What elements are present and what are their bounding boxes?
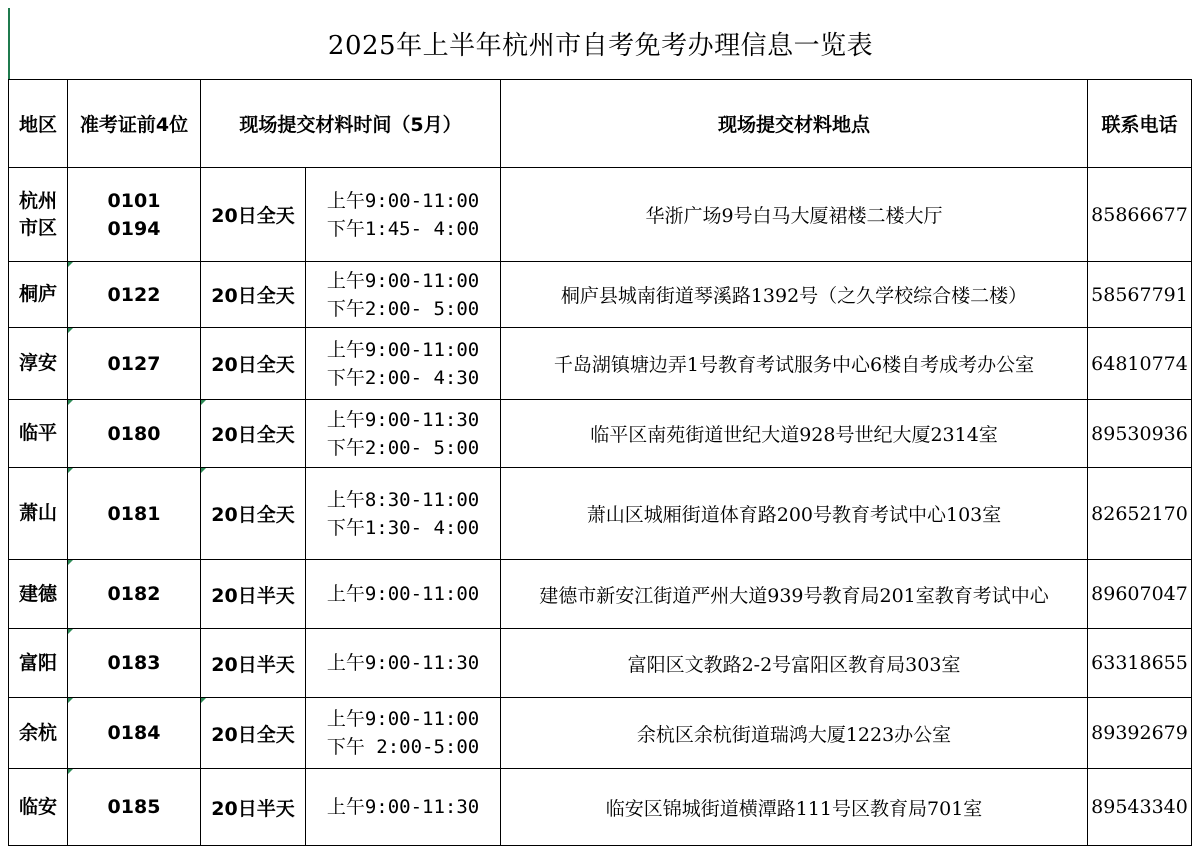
time-cell-text: 上午8:30-11:00 [326,488,480,511]
phone-cell[interactable] [1088,468,1192,560]
place-cell[interactable] [501,400,1088,468]
time-cell-text: 下午 2:00-5:00 [326,736,480,758]
table-row [9,400,1192,468]
time-cell-text: 下午1:45- 4:00 [326,217,480,240]
day-cell-text: 20日全天 [211,723,295,746]
table-title[interactable]: 2025年上半年杭州市自考免考办理信息一览表 [8,8,1191,79]
comment-marker-icon [68,328,73,333]
table-row [9,328,1192,400]
day-cell-text: 20日全天 [211,285,295,307]
place-cell-text: 临安区锦城街道横潭路111号区教育局701室 [605,797,983,820]
comment-marker-icon [68,468,73,473]
time-cell-text: 上午9:00-11:00 [326,583,480,605]
place-cell-text: 桐庐县城南街道琴溪路1392号（之久学校综合楼二楼） [560,285,1028,307]
region-cell-text: 淳安 [18,352,57,374]
code-cell-text: 0127 [107,352,161,375]
comment-marker-icon [68,262,73,267]
region-cell-text: 临平 [18,422,57,444]
region-cell-text: 杭州 [18,189,57,212]
comment-marker-icon [68,769,73,774]
header-phone[interactable]: 联系电话 [1088,80,1192,168]
time-cell[interactable] [306,400,501,468]
day-cell[interactable] [201,262,306,328]
code-cell-text: 0194 [107,217,161,240]
header-code[interactable]: 准考证前4位 [68,80,201,168]
place-cell[interactable] [501,560,1088,629]
phone-cell[interactable] [1088,698,1192,769]
place-cell-text: 余杭区余杭街道瑞鸿大厦1223办公室 [636,723,952,746]
time-cell-text: 上午9:00-11:00 [326,338,480,361]
code-cell[interactable] [68,560,201,629]
phone-cell-text: 58567791 [1091,283,1188,306]
time-cell[interactable] [306,328,501,400]
phone-cell-text: 89543340 [1091,796,1188,818]
time-cell[interactable] [306,262,501,328]
time-cell-text: 下午2:00- 5:00 [326,297,480,320]
phone-cell[interactable] [1088,328,1192,400]
region-cell[interactable] [9,168,68,262]
time-cell-text: 上午9:00-11:30 [326,796,480,818]
day-cell[interactable] [201,168,306,262]
place-cell-text: 临平区南苑街道世纪大道928号世纪大厦2314室 [590,424,998,446]
header-row [9,80,1192,168]
time-cell-text: 下午2:00- 4:30 [326,366,480,389]
region-cell-text: 余杭 [18,721,57,744]
region-cell[interactable] [9,560,68,629]
phone-cell[interactable] [1088,629,1192,698]
comment-marker-icon [68,560,73,565]
region-cell-text: 桐庐 [18,283,57,305]
time-cell-text: 上午9:00-11:30 [326,408,480,431]
day-cell[interactable] [201,328,306,400]
time-cell[interactable] [306,698,501,769]
code-cell[interactable] [68,698,201,769]
region-cell[interactable] [9,400,68,468]
phone-cell-text: 89530936 [1091,422,1188,445]
time-cell[interactable] [306,769,501,846]
time-cell-text: 下午2:00- 5:00 [326,436,480,459]
time-cell[interactable] [306,168,501,262]
time-cell-text: 上午9:00-11:00 [326,269,480,292]
region-cell[interactable] [9,698,68,769]
phone-cell-text: 89607047 [1091,583,1188,605]
time-cell-text: 下午1:30- 4:00 [326,516,480,539]
comment-marker-icon [68,629,73,634]
comment-marker-icon [68,698,73,703]
time-cell-text: 上午9:00-11:00 [326,708,480,730]
day-cell[interactable] [201,560,306,629]
day-cell-text: 20日半天 [211,653,295,676]
phone-cell-text: 89392679 [1091,722,1188,744]
table-row [9,698,1192,769]
table-row [9,769,1192,846]
code-cell-text: 0182 [107,583,161,605]
day-cell[interactable] [201,698,306,769]
region-cell[interactable] [9,769,68,846]
day-cell[interactable] [201,468,306,560]
info-table [8,79,1192,846]
day-cell[interactable] [201,629,306,698]
phone-cell[interactable] [1088,769,1192,846]
region-cell[interactable] [9,468,68,560]
comment-marker-icon [68,400,73,405]
code-cell-text: 0183 [107,652,161,674]
region-cell-text: 建德 [18,582,57,605]
phone-cell-text: 63318655 [1091,652,1188,674]
code-cell-text: 0184 [107,722,161,744]
day-cell-text: 20日半天 [211,797,295,820]
place-cell[interactable] [501,262,1088,328]
phone-cell[interactable] [1088,400,1192,468]
region-cell-text: 萧山 [18,502,57,524]
code-cell-text: 0122 [107,283,161,306]
code-cell[interactable] [68,468,201,560]
region-cell-text: 临安 [18,795,57,818]
place-cell[interactable] [501,328,1088,400]
place-cell[interactable] [501,468,1088,560]
region-cell-text: 市区 [18,216,57,239]
region-cell[interactable] [9,328,68,400]
place-cell[interactable] [501,168,1088,262]
header-region[interactable]: 地区 [9,80,68,168]
code-cell-text: 0181 [107,502,161,525]
place-cell-text: 建德市新安江街道严州大道939号教育局201室教育考试中心 [539,584,1049,607]
day-cell-text: 20日半天 [211,584,295,607]
place-cell-text: 萧山区城厢街道体育路200号教育考试中心103室 [586,504,1002,526]
phone-cell[interactable] [1088,262,1192,328]
day-cell-text: 20日全天 [211,205,295,227]
day-cell-text: 20日全天 [211,504,295,526]
day-cell[interactable] [201,400,306,468]
code-cell[interactable] [68,328,201,400]
place-cell-text: 华浙广场9号白马大厦裙楼二楼大厅 [645,205,943,227]
code-cell[interactable] [68,629,201,698]
code-cell[interactable] [68,400,201,468]
header-time[interactable]: 现场提交材料时间（5月） [201,80,501,168]
code-cell-text: 0185 [107,796,161,818]
region-cell-text: 富阳 [18,651,57,674]
table-row [9,629,1192,698]
region-cell[interactable] [9,629,68,698]
code-cell-text: 0101 [107,189,161,212]
comment-marker-icon [201,698,206,703]
place-cell[interactable] [501,698,1088,769]
phone-cell-text: 82652170 [1091,502,1188,525]
region-cell[interactable] [9,262,68,328]
header-place[interactable]: 现场提交材料地点 [501,80,1088,168]
day-cell-text: 20日全天 [211,424,295,446]
code-cell-text: 0180 [107,422,161,445]
table-row [9,262,1192,328]
comment-marker-icon [201,468,206,473]
table-row [9,468,1192,560]
place-cell[interactable] [501,769,1088,846]
table-row [9,560,1192,629]
code-cell[interactable] [68,168,201,262]
day-cell-text: 20日全天 [211,354,295,376]
place-cell-text: 千岛湖镇塘边弄1号教育考试服务中心6楼自考成考办公室 [553,354,1035,376]
phone-cell-text: 85866677 [1091,203,1188,226]
place-cell-text: 富阳区文教路2-2号富阳区教育局303室 [627,653,961,676]
code-cell[interactable] [68,262,201,328]
time-cell[interactable] [306,629,501,698]
time-cell-text: 上午9:00-11:00 [326,189,480,212]
code-cell[interactable] [68,769,201,846]
table-row [9,168,1192,262]
place-cell[interactable] [501,629,1088,698]
time-cell-text: 上午9:00-11:30 [326,652,480,674]
comment-marker-icon [201,400,206,405]
phone-cell[interactable] [1088,560,1192,629]
phone-cell-text: 64810774 [1091,352,1188,375]
phone-cell[interactable] [1088,168,1192,262]
time-cell[interactable] [306,468,501,560]
day-cell[interactable] [201,769,306,846]
time-cell[interactable] [306,560,501,629]
